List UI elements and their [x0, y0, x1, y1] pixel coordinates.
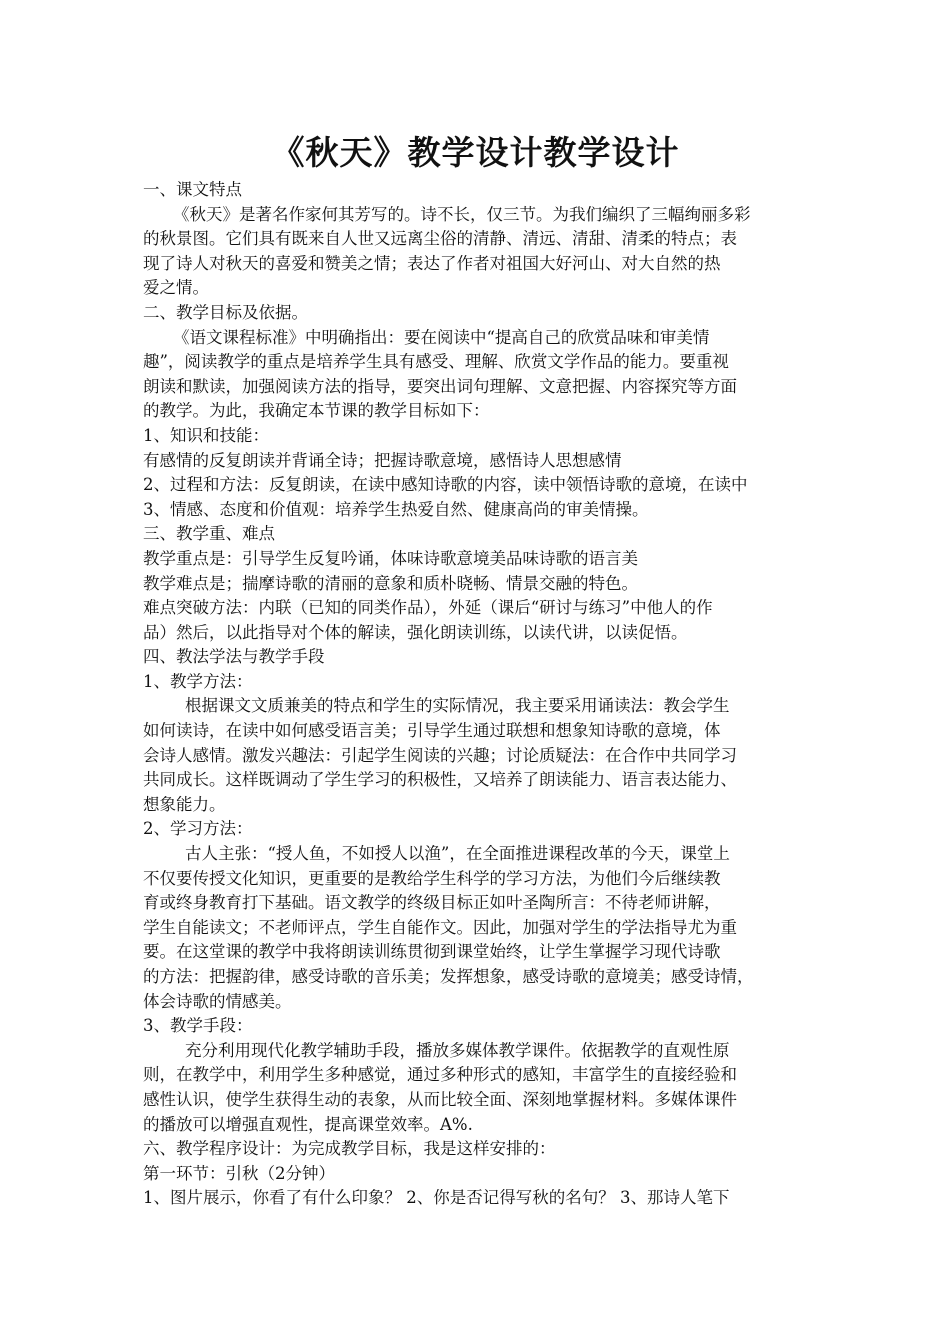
text-line: 教学重点是：引导学生反复吟诵，体味诗歌意境美品味诗歌的语言美 — [143, 548, 638, 568]
text-line: 的播放可以增强直观性，提高课堂效率。A%. — [143, 1114, 473, 1134]
text-line: 朗读和默读，加强阅读方法的指导，要突出词句理解、文意把握、内容探究等方面 — [143, 376, 737, 396]
document-title: 《秋天》教学设计教学设计 — [271, 133, 680, 172]
text-line: 根据课文文质兼美的特点和学生的实际情况，我主要采用诵读法：教会学生 — [185, 696, 730, 716]
text-line: 教学难点是；揣摩诗歌的清丽的意象和质朴晓畅、情景交融的特色。 — [143, 573, 638, 593]
text-line: 1、图片展示，你看了有什么印象？ 2、你是否记得写秋的名句？ 3、那诗人笔下 — [143, 1188, 730, 1208]
text-line: 第一环节：引秋（2分钟） — [143, 1163, 335, 1183]
text-line: 品）然后，以此指导对个体的解读，强化朗读训练，以读代讲，以读促悟。 — [143, 622, 688, 642]
text-line: 一、课文特点 — [143, 180, 242, 199]
document-body — [143, 178, 808, 1211]
text-line: 1、教学方法： — [143, 671, 253, 691]
text-line: 体会诗歌的情感美。 — [143, 991, 292, 1011]
text-line: 的方法：把握韵律，感受诗歌的音乐美；发挥想象，感受诗歌的意境美；感受诗情， — [143, 967, 754, 986]
text-line: 的秋景图。它们具有既来自人世又远离尘俗的清静、清远、清甜、清柔的特点；表 — [143, 229, 737, 249]
text-line: 有感情的反复朗读并背诵全诗；把握诗歌意境，感悟诗人思想感情 — [143, 450, 622, 470]
text-line: 《语文课程标准》中明确指出：要在阅读中“提高自己的欣赏品味和审美情 — [173, 327, 710, 347]
document-page — [143, 128, 808, 1211]
text-line: 如何读诗，在读中如何感受语言美；引导学生通过联想和想象知诗歌的意境，体 — [143, 721, 721, 741]
text-line: 会诗人感情。激发兴趣法：引起学生阅读的兴趣；讨论质疑法：在合作中共同学习 — [143, 745, 737, 765]
text-line: 《秋天》是著名作家何其芳写的。诗不长，仅三节。为我们编织了三幅绚丽多彩 — [173, 204, 751, 224]
text-line: 爱之情。 — [143, 278, 209, 298]
text-line: 1、知识和技能： — [143, 425, 269, 445]
text-line: 学生自能读文；不老师评点，学生自能作文。因此，加强对学生的学法指导尤为重 — [143, 917, 737, 937]
text-line: 2、学习方法： — [143, 819, 253, 839]
text-line: 3、教学手段： — [143, 1016, 253, 1036]
text-line: 趣”，阅读教学的重点是培养学生具有感受、理解、欣赏文学作品的能力。要重视 — [143, 352, 729, 372]
text-line: 2、过程和方法：反复朗读，在读中感知诗歌的内容，读中领悟诗歌的意境，在读中 — [143, 475, 748, 495]
text-line: 四、教法学法与教学手段 — [143, 647, 325, 667]
text-line: 育或终身教育打下基础。语文教学的终级目标正如叶圣陶所言：不待老师讲解， — [143, 893, 721, 913]
text-line: 充分利用现代化教学辅助手段，播放多媒体教学课件。依据教学的直观性原 — [185, 1040, 730, 1060]
text-line: 的教学。为此，我确定本节课的教学目标如下： — [143, 401, 490, 421]
text-line: 要。在这堂课的教学中我将朗读训练贯彻到课堂始终，让学生掌握学习现代诗歌 — [143, 942, 721, 962]
text-line: 3、情感、态度和价值观：培养学生热爱自然、健康高尚的审美情操。 — [143, 499, 649, 519]
text-line: 二、教学目标及依据。 — [143, 302, 308, 322]
text-line: 现了诗人对秋天的喜爱和赞美之情；表达了作者对祖国大好河山、对大自然的热 — [143, 253, 721, 273]
text-line: 感性认识，使学生获得生动的表象，从而比较全面、深刻地掌握材料。多媒体课件 — [143, 1089, 737, 1109]
text-line: 则，在教学中，利用学生多种感觉，通过多种形式的感知，丰富学生的直接经验和 — [143, 1065, 737, 1085]
text-line: 不仅要传授文化知识，更重要的是教给学生科学的学习方法，为他们今后继续教 — [143, 868, 721, 888]
text-line: 三、教学重、难点 — [143, 524, 275, 544]
text-line: 六、教学程序设计：为完成教学目标，我是这样安排的： — [143, 1139, 556, 1159]
text-line: 想象能力。 — [143, 794, 226, 814]
text-line: 难点突破方法：内联（已知的同类作品），外延（课后“研讨与练习”中他人的作 — [143, 598, 713, 618]
text-line: 古人主张：“授人鱼，不如授人以渔”，在全面推进课程改革的今天，课堂上 — [185, 844, 730, 864]
text-line: 共同成长。这样既调动了学生学习的积极性，又培养了朗读能力、语言表达能力、 — [143, 770, 737, 790]
